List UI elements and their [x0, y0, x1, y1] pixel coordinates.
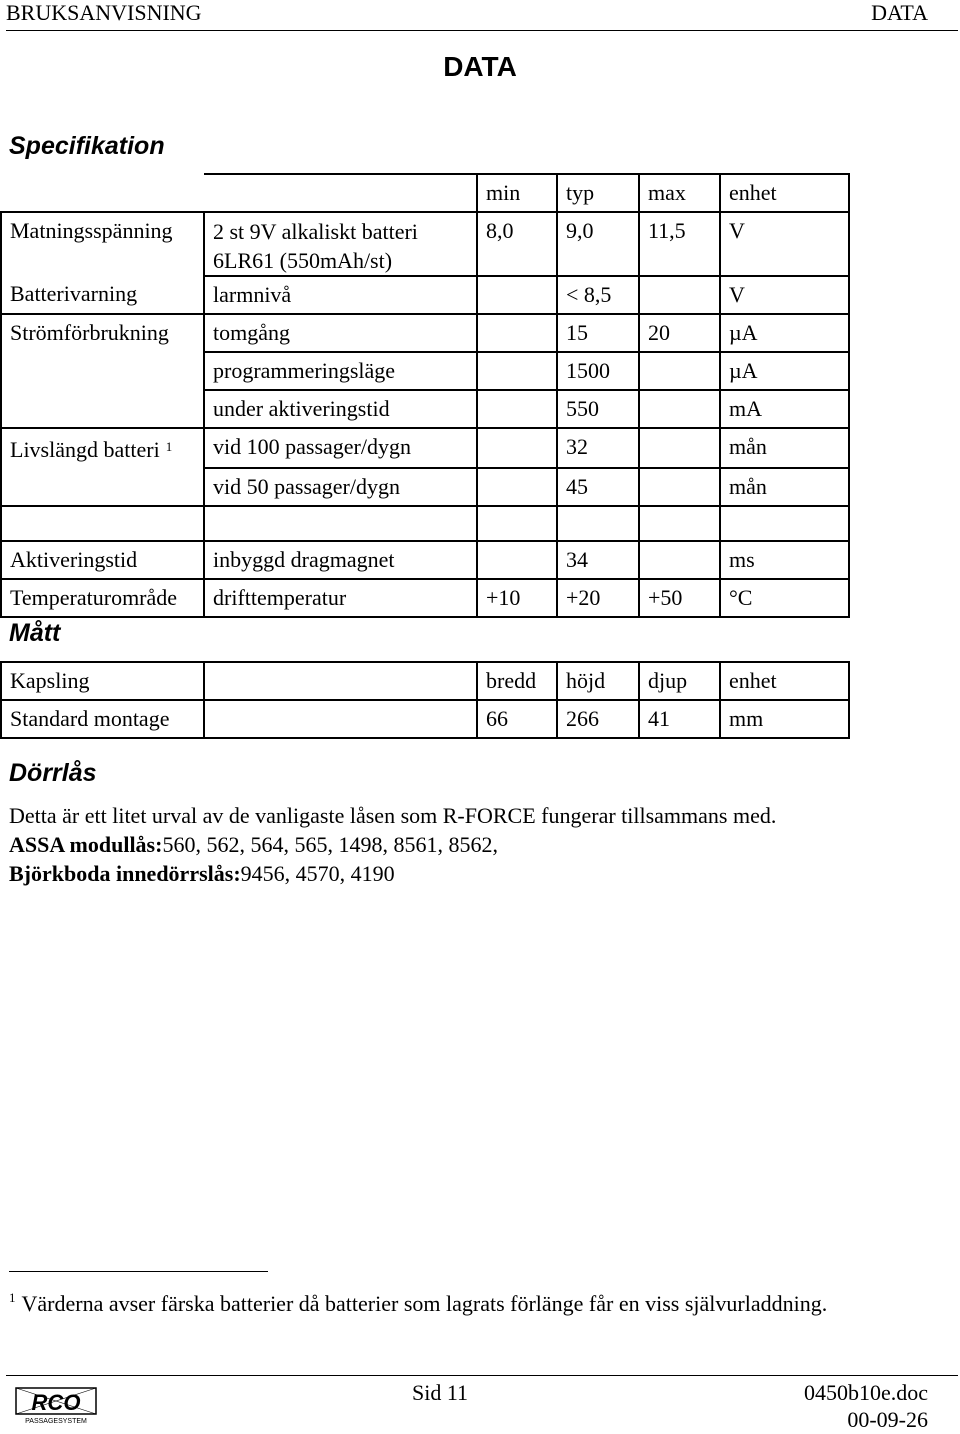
header-rule — [6, 30, 958, 31]
cell-unit: °C — [720, 579, 849, 617]
cell-max: +50 — [639, 579, 720, 617]
cell-max — [639, 428, 720, 468]
cell-hojd: 266 — [557, 700, 639, 738]
cell-max — [639, 276, 720, 314]
logo-text: RCO — [31, 1390, 81, 1415]
cell-min — [477, 390, 557, 428]
cell-djup: 41 — [639, 700, 720, 738]
row-desc: inbyggd dragmagnet — [204, 541, 477, 579]
assa-label: ASSA modullås: — [9, 832, 163, 857]
footer-date: 00-09-26 — [847, 1407, 928, 1432]
cell-typ: 45 — [557, 468, 639, 506]
dorrlas-assa — [9, 830, 498, 859]
row-label — [1, 428, 204, 468]
cell-max — [639, 352, 720, 390]
row-desc-line1: 2 st 9V alkaliskt batteri — [213, 219, 418, 244]
cell-unit: V — [720, 276, 849, 314]
spec-header-row — [1, 174, 849, 212]
cell-min — [477, 276, 557, 314]
cell-max — [639, 390, 720, 428]
cell-max: 20 — [639, 314, 720, 352]
footnote-text: Värderna avser färska batterier då batterier som lagrats förlänge får en viss självurladdning. — [21, 1291, 828, 1316]
table-row — [1, 428, 849, 468]
cell-typ: 34 — [557, 541, 639, 579]
spec-header-empty-1 — [1, 174, 204, 212]
cell-min: 8,0 — [477, 212, 557, 276]
cell-min — [477, 352, 557, 390]
row-label: Strömförbrukning — [1, 314, 204, 352]
col-hojd: höjd — [557, 662, 639, 700]
table-row — [1, 314, 849, 352]
col-enhet: enhet — [720, 174, 849, 212]
row-label-text: Livslängd batteri — [10, 437, 160, 462]
cell-typ: 9,0 — [557, 212, 639, 276]
cell-typ: +20 — [557, 579, 639, 617]
cell-min — [477, 314, 557, 352]
cell-min — [477, 468, 557, 506]
cell-min — [477, 428, 557, 468]
section-heading-matt: Mått — [9, 619, 61, 647]
logo-subtext: PASSAGESYSTEM — [25, 1418, 87, 1425]
footer-page: Sid 11 — [412, 1380, 469, 1405]
cell-max — [639, 541, 720, 579]
footnote-number: 1 — [9, 1290, 16, 1305]
bjorkboda-values: 9456, 4570, 4190 — [240, 861, 395, 886]
table-row — [1, 468, 849, 506]
cell-typ: 1500 — [557, 352, 639, 390]
row-desc — [204, 212, 477, 276]
cell-unit: µA — [720, 352, 849, 390]
dorrlas-intro: Detta är ett litet urval av de vanligaste låsen som R-FORCE fungerar tillsammans med. — [9, 803, 777, 828]
row-label — [1, 390, 204, 428]
col-typ: typ — [557, 174, 639, 212]
cell-unit: mA — [720, 390, 849, 428]
spec-table — [0, 173, 850, 618]
row-label — [1, 468, 204, 506]
table-row — [1, 390, 849, 428]
cell-typ: 32 — [557, 428, 639, 468]
table-row — [1, 579, 849, 617]
footnote-mark: 1 — [165, 439, 173, 454]
cell-max — [639, 468, 720, 506]
table-row — [1, 212, 849, 276]
footnote — [9, 1284, 827, 1318]
cell-unit: µA — [720, 314, 849, 352]
cell-typ: 15 — [557, 314, 639, 352]
cell-bredd: 66 — [477, 700, 557, 738]
dorrlas-bjorkboda — [9, 859, 395, 888]
cell-min — [477, 541, 557, 579]
row-desc: tomgång — [204, 314, 477, 352]
assa-values: 560, 562, 564, 565, 1498, 8561, 8562, — [162, 832, 498, 857]
matt-label: Standard montage — [1, 700, 204, 738]
cell-unit: mån — [720, 468, 849, 506]
section-heading-dorrlas: Dörrlås — [9, 759, 97, 787]
matt-table — [0, 661, 850, 739]
col-bredd: bredd — [477, 662, 557, 700]
row-desc: larmnivå — [204, 276, 477, 314]
table-row — [1, 700, 849, 738]
row-label: Batterivarning — [1, 276, 204, 314]
row-desc: programmeringsläge — [204, 352, 477, 390]
page-title: DATA — [443, 51, 517, 82]
footnote-rule — [9, 1271, 268, 1272]
col-min: min — [477, 174, 557, 212]
cell-unit: mån — [720, 428, 849, 468]
table-row — [1, 662, 849, 700]
cell-typ: < 8,5 — [557, 276, 639, 314]
row-desc: vid 100 passager/dygn — [204, 428, 477, 468]
rco-logo — [14, 1386, 98, 1426]
row-desc: vid 50 passager/dygn — [204, 468, 477, 506]
row-label — [1, 352, 204, 390]
row-label: Temperaturområde — [1, 579, 204, 617]
spec-header-empty-2 — [204, 174, 477, 212]
footer-rule — [6, 1375, 958, 1376]
col-enhet: enhet — [720, 662, 849, 700]
table-row — [1, 541, 849, 579]
cell-max: 11,5 — [639, 212, 720, 276]
cell-unit: mm — [720, 700, 849, 738]
table-row-spacer — [1, 506, 849, 541]
footer-doc: 0450b10e.doc — [803, 1380, 928, 1405]
cell-unit: ms — [720, 541, 849, 579]
bjorkboda-label: Björkboda innedörrslås: — [9, 861, 241, 886]
cell-unit: V — [720, 212, 849, 276]
row-label: Aktiveringstid — [1, 541, 204, 579]
cell-min: +10 — [477, 579, 557, 617]
rco-logo-mark — [14, 1386, 98, 1426]
matt-label: Kapsling — [1, 662, 204, 700]
row-desc: drifttemperatur — [204, 579, 477, 617]
table-row — [1, 352, 849, 390]
cell-typ: 550 — [557, 390, 639, 428]
col-djup: djup — [639, 662, 720, 700]
row-desc-line2: 6LR61 (550mAh/st) — [213, 248, 393, 273]
table-row — [1, 276, 849, 314]
col-max: max — [639, 174, 720, 212]
header-left: BRUKSANVISNING — [6, 0, 202, 25]
row-desc: under aktiveringstid — [204, 390, 477, 428]
header-right: DATA — [871, 0, 928, 25]
section-heading-specifikation: Specifikation — [9, 132, 165, 160]
row-label: Matningsspänning — [1, 212, 204, 276]
